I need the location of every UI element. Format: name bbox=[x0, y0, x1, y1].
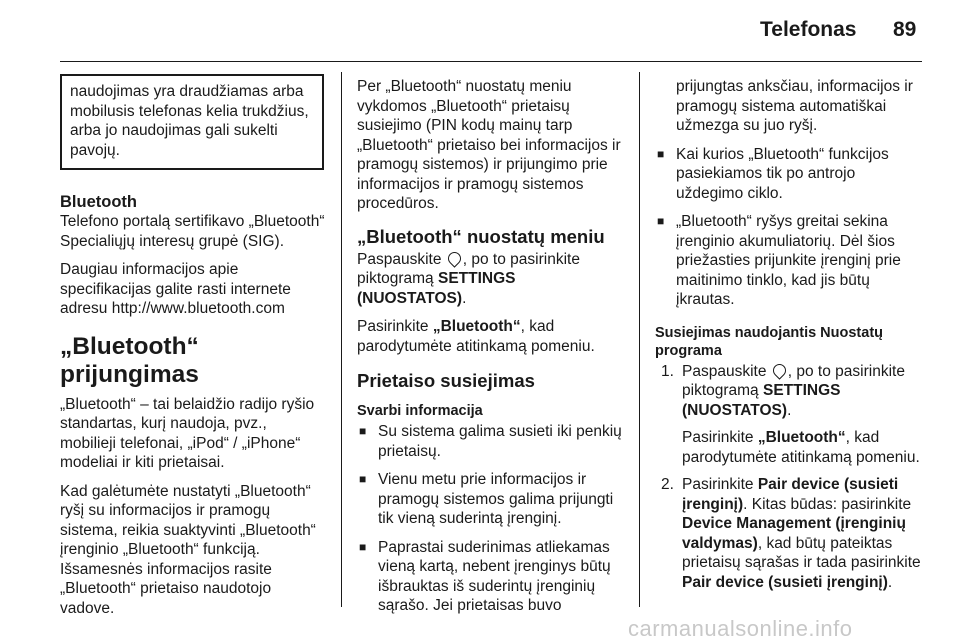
warning-box bbox=[60, 74, 324, 170]
menu-instruction-1: Paspauskite , po to pasirinkite piktogramą SETTINGS (NUOSTATOS). bbox=[357, 250, 580, 307]
bluetooth-paragraph-2: Daugiau informacijos apie specifikacijas galite rasti internete adresu http://www.bluetooth.com bbox=[60, 261, 291, 317]
bluetooth-paragraph-1: Telefono portalą sertifikavo „Bluetooth“ Specialiųjų interesų grupė (SIG). bbox=[60, 213, 325, 250]
info-list bbox=[655, 145, 923, 310]
column-divider-2 bbox=[639, 72, 640, 607]
period-text: . bbox=[887, 573, 893, 591]
settings-label: SETTINGS (NUOSTATOS) bbox=[682, 382, 841, 419]
list-item: ■ Kai kurios „Bluetooth“ funkcijos pasiekiamos tik po antrojo uždegimo ciklo. bbox=[655, 145, 923, 204]
select-text: Pasirinkite bbox=[682, 476, 754, 493]
phone-icon bbox=[770, 361, 788, 379]
list-item: ■ Vienu metu prie informacijos ir pramogų sistemos galima prijungti tik vieną suderintą įrenginį. bbox=[357, 470, 627, 529]
list-item: ■ „Bluetooth“ ryšys greitai sekina įrenginio akumuliatorių. Dėl šios priežasties prijunkite įrenginį prie maitinimo tinklo, kad jis būtų įkrautas. bbox=[655, 212, 923, 310]
choose-icon-text: , po to pasirinkite piktogramą bbox=[357, 250, 580, 287]
continued-paragraph: prijungtas anksčiau, informacijos ir pramogų sistema automatiškai užmezga su juo ryšį. bbox=[676, 78, 913, 134]
select-text: Pasirinkite bbox=[682, 429, 754, 446]
watermark: carmanualsonline.info bbox=[628, 616, 853, 641]
device-management-label: Device Management (įrenginių valdymas) bbox=[682, 515, 906, 552]
submenu-text: , kad parodytumėte atitinkamą pomeniu. bbox=[357, 318, 595, 355]
pairing-heading: Prietaiso susiejimas bbox=[357, 370, 535, 391]
connection-paragraph-1: „Bluetooth“ – tai belaidžio radijo ryšio standartas, kurį naudoja, pvz., mobilieji telefonai, „iPod“ / „iPhone“ modeliai ir kiti prietaisai. bbox=[60, 395, 315, 471]
column-1 bbox=[60, 74, 326, 627]
settings-app-heading: Susiejimas naudojantis Nuostatų programa bbox=[655, 324, 884, 359]
important-list bbox=[357, 422, 627, 616]
choose-icon-text: , po to pasirinkite piktogramą bbox=[682, 362, 905, 399]
alternative-text: . Kitas būdas: pasirinkite bbox=[743, 495, 912, 513]
step-number: 2. bbox=[661, 476, 674, 493]
bluetooth-label: „Bluetooth“ bbox=[757, 429, 846, 446]
menu-instruction-2 bbox=[357, 317, 627, 356]
pair-device-label: Pair device (susieti įrenginį) bbox=[682, 476, 899, 513]
menu-heading: „Bluetooth“ nuostatų meniu bbox=[357, 225, 605, 247]
select-text: Pasirinkite bbox=[357, 318, 429, 335]
important-heading: Svarbi informacija bbox=[357, 403, 483, 419]
bluetooth-label: „Bluetooth“ bbox=[432, 318, 521, 335]
settings-label: SETTINGS (NUOSTATOS) bbox=[357, 270, 516, 307]
connection-heading: „Bluetooth“ prijungimas bbox=[60, 332, 199, 388]
page-number: 89 bbox=[893, 18, 917, 41]
list-item: ■ Paprastai suderinimas atliekamas vieną kartą, nebent įrenginys būtų išbrauktas iš suderintų įrenginių sąrašo. Jei prietaisas buvo bbox=[357, 538, 627, 616]
step-2 bbox=[655, 475, 923, 592]
bluetooth-heading: Bluetooth bbox=[60, 193, 137, 211]
list-item: ■ Su sistema galima susieti iki penkių prietaisų. bbox=[357, 422, 627, 461]
warning-text: naudojimas yra draudžiamas arba mobilusis telefonas kelia trukdžius, arba jo naudojimas gali sukelti pavojų. bbox=[70, 83, 309, 159]
connection-paragraph-2: Kad galėtumėte nustatyti „Bluetooth“ ryšį su informacijos ir pramogų sistema, reikia suaktyvinti „Bluetooth“ įrenginio „Bluetooth“ funkciją. Išsamesnės informacijos rasite „Bluetooth“ prietaiso naudotojo vadove. bbox=[60, 482, 316, 617]
press-text: Paspauskite bbox=[682, 362, 767, 380]
step-number: 1. bbox=[661, 362, 674, 380]
press-text: Paspauskite bbox=[357, 250, 442, 268]
intro-paragraph: Per „Bluetooth“ nuostatų meniu vykdomos „Bluetooth“ prietaisų susiejimo (PIN kodų mainų tarp „Bluetooth“ prietaiso bei informacijos ir pramogų sistemos) ir prijungimo prie informacijos ir pramogų sistemos procedūros. bbox=[357, 78, 621, 212]
steps-list bbox=[655, 362, 923, 593]
step-1: 1. Paspauskite , po to pasirinkite piktogramą SETTINGS (NUOSTATOS). Pasirinkite „Bluetooth“, kad parodytumėte atitinkamą pomeniu. bbox=[661, 362, 920, 466]
column-2 bbox=[357, 77, 627, 625]
pair-device-label: Pair device (susieti įrenginį) bbox=[682, 573, 888, 591]
column-3 bbox=[655, 77, 923, 600]
column-divider-1 bbox=[341, 72, 342, 607]
submenu-text: , kad parodytumėte atitinkamą pomeniu. bbox=[682, 429, 920, 466]
page-title: Telefonas bbox=[760, 18, 857, 41]
header-divider bbox=[60, 61, 922, 62]
phone-icon bbox=[445, 249, 463, 267]
list-text: , kad būtų pateiktas prietaisų sąrašas ir tada pasirinkite bbox=[682, 534, 921, 571]
